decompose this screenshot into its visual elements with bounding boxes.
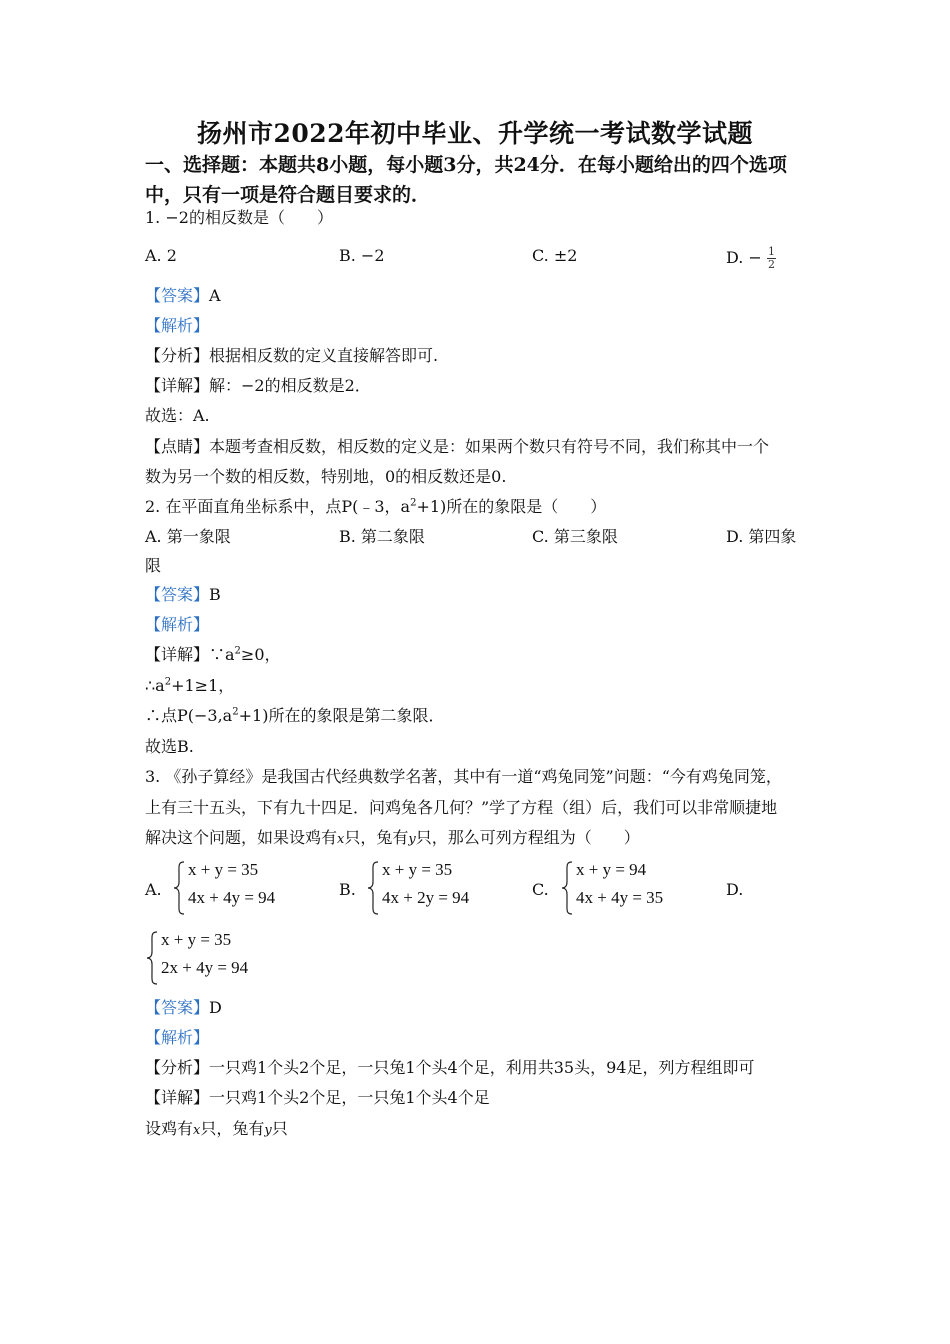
q2-step1-a: 【详解】∵a <box>145 645 235 664</box>
var-x: x <box>337 832 345 847</box>
superscript: 2 <box>232 706 239 718</box>
q3-setup-b: 只，兔有 <box>200 1119 265 1138</box>
brace-icon <box>172 860 186 916</box>
q2-option-d: D. 第四象 <box>726 527 797 546</box>
q2-option-b: B. 第二象限 <box>339 527 425 546</box>
q3-stem3-a: 解决这个问题，如果设鸡有 <box>145 828 338 847</box>
q1-dianjing-line2: 数为另一个数的相反数，特别地，0的相反数还是0. <box>145 467 507 486</box>
q3-option-c-label: C. <box>532 880 549 899</box>
superscript: 2 <box>410 497 417 509</box>
q3-setup-a: 设鸡有 <box>145 1119 194 1138</box>
q1-option-b: B. −2 <box>339 246 385 265</box>
answer-label: 【答案】 <box>145 585 210 604</box>
q2-step1-b: ≥0， <box>240 645 281 664</box>
superscript: 2 <box>234 645 241 657</box>
q2-stem-part-a: 2. 在平面直角坐标系中，点P(﹣3，a <box>145 497 411 516</box>
q3-stem3-c: 只，那么可列方程组为（ ） <box>415 828 640 847</box>
equation-1: x + y = 35 <box>382 860 453 879</box>
q2-step3-b: +1)所在的象限是第二象限． <box>238 706 445 725</box>
q3-xiangjie: 【详解】一只鸡1个头2个足，一只兔1个头4个足 <box>145 1088 490 1107</box>
equation-2: 4x + 4y = 35 <box>576 888 664 907</box>
equation-1: x + y = 35 <box>161 930 232 949</box>
brace-icon <box>560 860 574 916</box>
fraction-denominator: 2 <box>767 258 775 271</box>
q3-option-d-label: D. <box>726 880 744 899</box>
brace-icon <box>145 930 159 986</box>
q3-answer <box>145 998 222 1018</box>
q2-step2-b: +1≥1， <box>171 676 235 695</box>
fraction-numerator: 1 <box>767 245 775 258</box>
answer-value: A <box>209 286 221 305</box>
q2-analysis-label: 【解析】 <box>145 615 210 634</box>
q1-option-d <box>726 246 776 271</box>
q3-fenxi: 【分析】一只鸡1个头2个足，一只兔1个头4个足，利用共35头，94足，列方程组即可 <box>145 1058 755 1077</box>
q2-stem-part-b: +1)所在的象限是（ ） <box>416 497 607 516</box>
q3-option-b-label: B. <box>339 880 356 899</box>
q3-stem3-b: 只，兔有 <box>344 828 409 847</box>
q2-stem <box>145 497 606 517</box>
q2-step3-a: ∴点P(−3,a <box>145 706 233 725</box>
q3-system-b <box>366 860 506 920</box>
var-y: y <box>408 832 416 847</box>
section-heading: 一、选择题：本题共8小题，每小题3分，共24分．在每小题给出的四个选项中，只有一项是符合题目要求的． <box>145 154 787 206</box>
q1-xiangjie: 【详解】解：−2的相反数是2． <box>145 376 371 395</box>
q2-option-d-wrap: 限 <box>145 556 162 575</box>
q1-analysis-label: 【解析】 <box>145 316 210 335</box>
equation-2: 2x + 4y = 94 <box>161 958 249 977</box>
answer-label: 【答案】 <box>145 998 210 1017</box>
q2-step2-a: ∴a <box>145 676 165 695</box>
q1-option-d-fraction <box>767 246 776 271</box>
equation-1: x + y = 94 <box>576 860 647 879</box>
q1-stem: 1. −2的相反数是（ ） <box>145 208 333 227</box>
q1-answer <box>145 286 221 306</box>
q1-fenxi: 【分析】根据相反数的定义直接解答即可. <box>145 346 439 365</box>
q3-system-a <box>172 860 312 920</box>
q3-system-c <box>560 860 700 920</box>
q2-step2 <box>145 676 234 696</box>
var-x: x <box>193 1123 201 1138</box>
q2-conclusion: 故选B. <box>145 737 194 756</box>
q3-stem-line1: 3. 《孙子算经》是我国古代经典数学名著，其中有一道“鸡兔同笼”问题：“今有鸡兔同笼， <box>145 767 782 786</box>
q3-analysis-label: 【解析】 <box>145 1028 210 1047</box>
q3-option-a-label: A. <box>145 880 162 899</box>
answer-value: D <box>209 998 222 1017</box>
q3-system-d <box>145 930 285 990</box>
q2-option-a: A. 第一象限 <box>145 527 231 546</box>
brace-icon <box>366 860 380 916</box>
q3-stem-line2: 上有三十五头，下有九十四足．问鸡兔各几何？”学了方程（组）后，我们可以非常顺捷地 <box>145 798 778 817</box>
equation-2: 4x + 4y = 94 <box>188 888 276 907</box>
answer-value: B <box>209 585 221 604</box>
var-y: y <box>264 1123 272 1138</box>
page-title: 扬州市2022年初中毕业、升学统一考试数学试题 <box>196 119 754 148</box>
q1-option-c: C. ±2 <box>532 246 578 265</box>
q2-step3 <box>145 706 444 726</box>
q1-option-a: A. 2 <box>145 246 177 265</box>
superscript: 2 <box>164 676 172 688</box>
equation-2: 4x + 2y = 94 <box>382 888 470 907</box>
q1-option-d-prefix: D. − <box>726 248 762 267</box>
q2-option-c: C. 第三象限 <box>532 527 618 546</box>
q3-setup-c: 只 <box>271 1119 288 1138</box>
q3-stem-line3 <box>145 828 640 850</box>
q3-setup <box>145 1119 288 1141</box>
q2-step1 <box>145 645 281 665</box>
q1-dianjing-line1: 【点睛】本题考查相反数，相反数的定义是：如果两个数只有符号不同，我们称其中一个 <box>145 437 770 456</box>
equation-1: x + y = 35 <box>188 860 259 879</box>
q2-answer <box>145 585 221 605</box>
answer-label: 【答案】 <box>145 286 210 305</box>
q1-conclusion: 故选：A. <box>145 406 210 425</box>
